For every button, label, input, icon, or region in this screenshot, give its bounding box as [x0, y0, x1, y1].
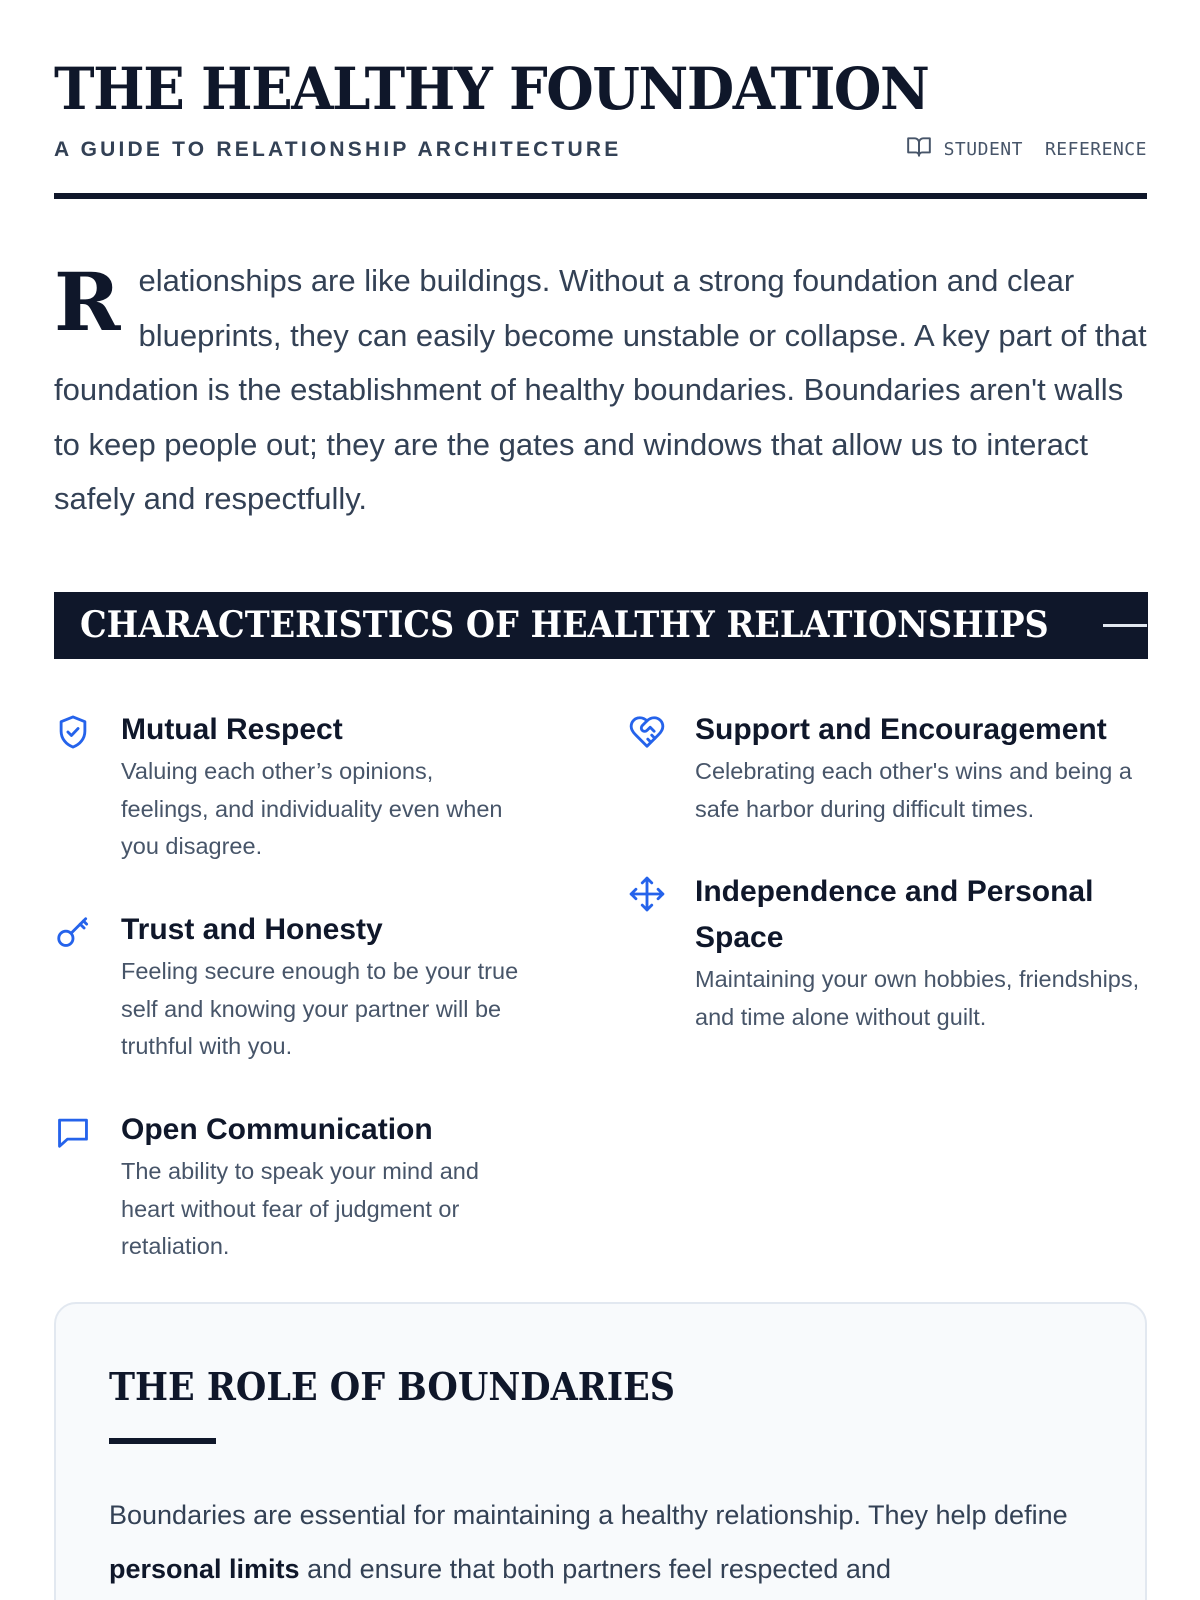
- header-rule: [54, 193, 1147, 199]
- characteristic-mutual-respect: [54, 707, 524, 866]
- characteristic-text: Feeling secure enough to be your true self and knowing your partner will be truthful with you.: [121, 958, 519, 1059]
- boundaries-paragraph: [109, 1488, 1099, 1596]
- characteristic-text: Celebrating each other's wins and being a safe harbor during difficult times.: [695, 758, 1132, 822]
- intro-text: elationships are like buildings. Without a strong foundation and clear blueprints, they can easily become unstable or collapse. A key part of that foundation is the establishment of healthy boundaries. Boundaries aren't walls to keep people out; they are the gates and windows that allow us to interact safely and respectfully.: [54, 263, 1147, 516]
- boundaries-text-bold: personal limits: [109, 1554, 300, 1584]
- characteristic-title: Trust and Honesty: [121, 913, 383, 946]
- boundaries-text-end: and ensure that both partners feel respected and: [299, 1554, 891, 1584]
- characteristic-title: Independence and Personal Space: [695, 875, 1094, 954]
- shield-check-icon: [54, 713, 92, 751]
- characteristic-text: The ability to speak your mind and heart without fear of judgment or retaliation.: [121, 1158, 479, 1259]
- heart-handshake-icon: [628, 713, 666, 751]
- characteristic-independence: [628, 869, 1147, 1036]
- move-arrows-icon: [628, 875, 666, 913]
- characteristic-open-communication: [54, 1107, 524, 1266]
- boundaries-heading: THE ROLE OF BOUNDARIES: [109, 1364, 676, 1409]
- key-icon: [54, 913, 92, 951]
- characteristic-title: Mutual Respect: [121, 713, 343, 746]
- characteristic-text: Valuing each other’s opinions, feelings, and individuality even when you disagree.: [121, 758, 503, 859]
- page-title: THE HEALTHY FOUNDATION: [54, 55, 929, 123]
- section-heading: [54, 592, 1148, 659]
- section-heading-text: CHARACTERISTICS OF HEALTHY RELATIONSHIPS: [80, 604, 1049, 646]
- characteristic-title: Support and Encouragement: [695, 713, 1107, 746]
- characteristic-trust-honesty: [54, 907, 524, 1066]
- intro-paragraph: [54, 254, 1147, 527]
- open-book-icon: [906, 134, 932, 165]
- student-reference-label: [906, 134, 1147, 164]
- drop-cap: R: [54, 255, 121, 349]
- page-subtitle: A GUIDE TO RELATIONSHIP ARCHITECTURE: [54, 138, 622, 161]
- reference-word-reference: REFERENCE: [1044, 138, 1147, 160]
- characteristic-title: Open Communication: [121, 1113, 433, 1146]
- characteristic-text: Maintaining your own hobbies, friendships, and time alone without guilt.: [695, 966, 1140, 1030]
- boundaries-card: [54, 1302, 1147, 1600]
- reference-word-student: STUDENT: [943, 138, 1023, 160]
- boundaries-text-start: Boundaries are essential for maintaining a healthy relationship. They help define: [109, 1500, 1068, 1530]
- characteristic-support-encouragement: [628, 707, 1147, 828]
- message-square-icon: [54, 1113, 92, 1151]
- section-heading-line: [1103, 624, 1147, 627]
- boundaries-heading-bar: [109, 1438, 216, 1444]
